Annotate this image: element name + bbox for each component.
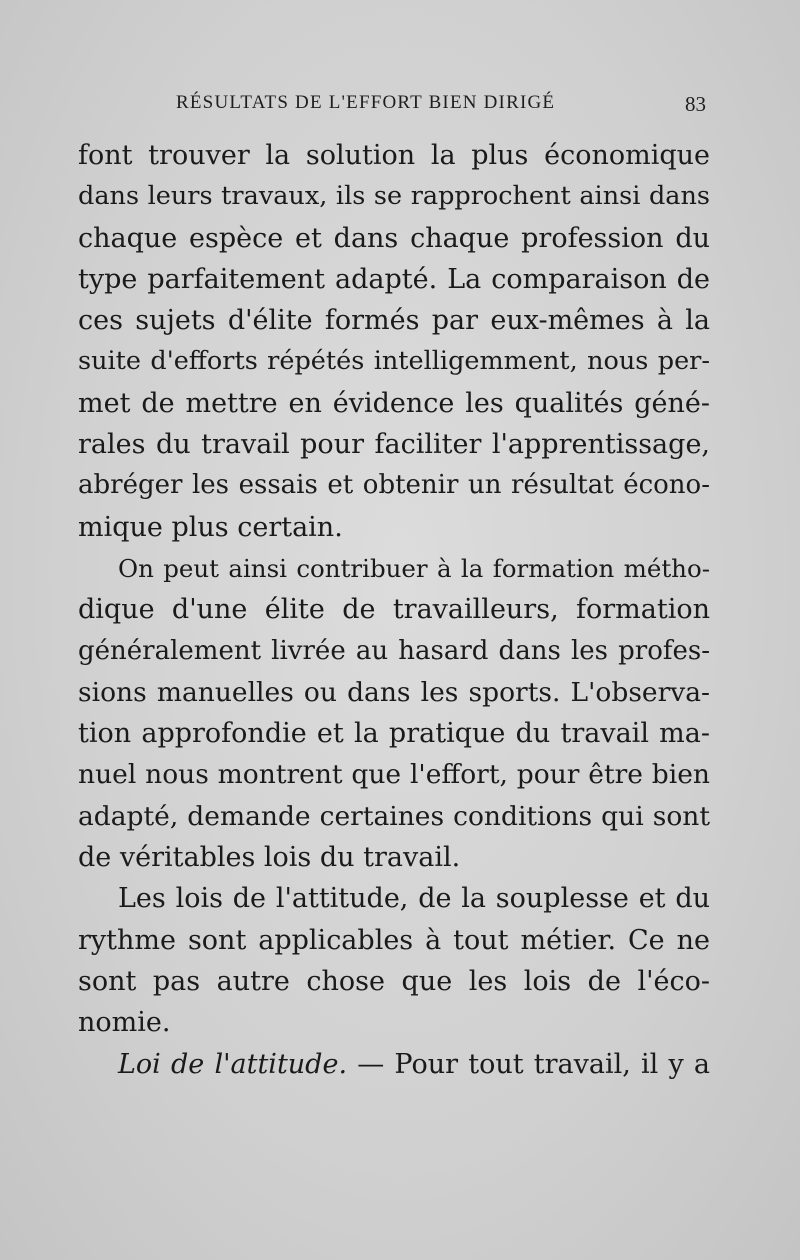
text-line: font trouver la solution la plus économique (78, 140, 710, 171)
paragraph-1 (78, 135, 710, 548)
text-line: sions manuelles ou dans les sports. L'observa- (78, 676, 710, 708)
text-line: met de mettre en évidence les qualités géné- (78, 387, 710, 419)
text-run: — Pour tout travail, il y a (347, 1048, 710, 1080)
text-line: de véritables lois du travail. (78, 842, 461, 874)
running-title: RÉSULTATS DE L'EFFORT BIEN DIRIGÉ (176, 92, 556, 113)
text-line: tion approfondie et la pratique du travail ma- (78, 718, 710, 750)
text-line: rales du travail pour faciliter l'apprentissage, (78, 429, 710, 461)
text-line (78, 1044, 710, 1085)
section-heading-italic: Loi de l'attitude. (118, 1048, 348, 1080)
text-line: dique d'une élite de travailleurs, formation (78, 594, 710, 626)
text-line: On peut ainsi contribuer à la formation métho- (118, 553, 710, 583)
text-line: Les lois de l'attitude, de la souplesse et du (118, 883, 710, 915)
text-line: suite d'efforts répétés intelligemment, nous per- (78, 346, 710, 377)
page-number: 83 (685, 92, 706, 116)
paragraph-3 (78, 878, 710, 1043)
text-line: nuel nous montrent que l'effort, pour être bien (78, 759, 710, 791)
text-line: généralement livrée au hasard dans les profes- (78, 635, 710, 666)
text-line: adapté, demande certaines conditions qui sont (78, 800, 710, 832)
text-line: type parfaitement adapté. La comparaison de (78, 263, 710, 295)
body-text (78, 135, 710, 1085)
text-line: rythme sont applicables à tout métier. Ce ne (78, 924, 710, 956)
paragraph-4 (78, 1044, 710, 1085)
text-line: nomie. (78, 1007, 171, 1039)
paragraph-2 (78, 548, 710, 878)
text-line: dans leurs travaux, ils se rapprochent ainsi dans (78, 181, 710, 212)
text-line: abréger les essais et obtenir un résultat écono- (78, 470, 710, 501)
running-head (78, 92, 706, 118)
text-line: ces sujets d'élite formés par eux-mêmes à la (78, 305, 710, 337)
text-line: sont pas autre chose que les lois de l'éco- (78, 965, 710, 997)
text-line: chaque espèce et dans chaque profession du (78, 222, 710, 254)
text-line: mique plus certain. (78, 511, 343, 543)
